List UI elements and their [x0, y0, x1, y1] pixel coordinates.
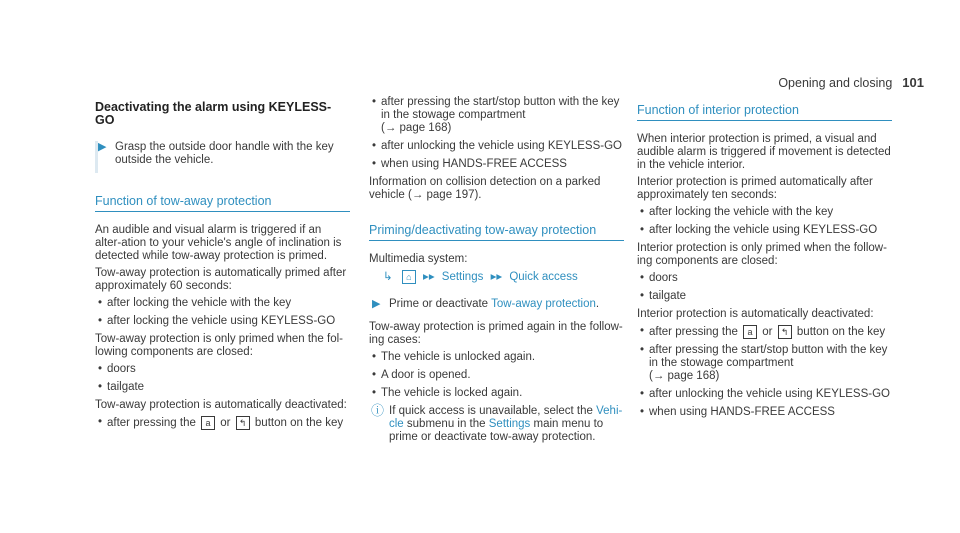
paragraph: Interior protection is only primed when the follow-ing components are closed: — [637, 242, 887, 267]
list-primed — [95, 297, 350, 328]
action-step — [95, 141, 350, 167]
home-icon[interactable]: ⌂ — [402, 270, 416, 284]
nav-settings[interactable]: Settings — [441, 271, 484, 284]
text: . — [595, 298, 600, 311]
page-reference[interactable]: (→ page 168) — [649, 370, 720, 383]
multimedia-label: Multimedia system: — [369, 253, 468, 265]
action-step — [369, 298, 624, 311]
list-item — [95, 416, 350, 430]
heading-deactivating-alarm: Deactivating the alarm using KEYLESS-GO — [95, 100, 332, 127]
list-item: • doors — [95, 363, 350, 376]
action-arrow-icon: ▶ — [372, 298, 381, 311]
list-primed-again — [369, 351, 624, 400]
text: after pressing the — [649, 326, 738, 339]
list-item: • tailgate — [637, 290, 892, 303]
text: submenu in the — [406, 418, 486, 431]
list-item: • A door is opened. — [369, 369, 624, 382]
return-arrow-icon: ↳ — [383, 271, 393, 284]
chevron-icon: ▸▸ — [423, 271, 435, 284]
list-primed — [637, 206, 892, 237]
text: after pressing the — [107, 417, 196, 430]
list-item: • when using HANDS-FREE ACCESS — [637, 406, 892, 419]
paragraph: An audible and visual alarm is triggered if an alter-ation to your vehicle's angle of inclination is detected while tow-away protection is primed. — [95, 224, 342, 262]
text: If quick access is unavailable, select the — [389, 405, 593, 418]
vehicle-submenu-link[interactable]: Vehi-cle — [389, 405, 623, 431]
lock-key-icon: a — [743, 325, 757, 339]
list-item: • after locking the vehicle with the key — [637, 206, 892, 219]
list-deactivated — [637, 325, 892, 419]
page-header — [778, 76, 924, 90]
list-item: • The vehicle is unlocked again. — [369, 351, 624, 364]
column-right — [637, 96, 892, 424]
text: main menu to prime or deactivate tow-away protection. — [389, 418, 604, 444]
paragraph: Interior protection is automatically deactivated: — [637, 308, 874, 320]
paragraph: Tow-away protection is automatically primed after approximately 60 seconds: — [95, 267, 347, 292]
list-components — [95, 363, 350, 394]
settings-link[interactable]: Settings — [488, 418, 531, 431]
list-components — [637, 272, 892, 303]
note — [369, 405, 624, 444]
list-deactivated — [95, 416, 350, 430]
paragraph: When interior protection is primed, a visual and audible alarm is triggered if movement is detected in the vehicle interior. — [637, 133, 891, 171]
column-middle — [369, 96, 624, 444]
page-number: 101 — [902, 75, 924, 90]
page-reference[interactable]: (→ page 168) — [381, 122, 452, 134]
list-item: • after locking the vehicle with the key — [95, 297, 350, 310]
text: button on the key — [796, 326, 886, 339]
tow-away-protection-link[interactable]: Tow-away protection — [491, 298, 596, 311]
action-text: Grasp the outside door handle with the key outside the vehicle. — [115, 141, 334, 166]
tailgate-key-icon: ↰ — [236, 416, 250, 430]
list-item: • after locking the vehicle using KEYLESS-GO — [95, 315, 350, 328]
list-deactivated-cont — [369, 96, 624, 171]
list-item: • when using HANDS-FREE ACCESS — [369, 158, 624, 171]
list-item: • after locking the vehicle using KEYLESS-GO — [637, 224, 892, 237]
list-item: • tailgate — [95, 381, 350, 394]
text: button on the key — [254, 417, 344, 430]
text: Prime or deactivate — [389, 298, 489, 311]
list-item: • The vehicle is locked again. — [369, 387, 624, 400]
tailgate-key-icon: ↰ — [778, 325, 792, 339]
list-item: • after unlocking the vehicle using KEYLESS-GO — [369, 140, 624, 153]
text: or — [220, 417, 231, 430]
list-item: • after unlocking the vehicle using KEYLESS-GO — [637, 388, 892, 401]
text: after pressing the start/stop button with the key in the stowage compartment — [649, 344, 888, 370]
heading-tow-away-function: Function of tow-away protection — [95, 195, 350, 212]
list-item — [637, 325, 892, 339]
list-item: • doors — [637, 272, 892, 285]
lock-key-icon: a — [201, 416, 215, 430]
text: or — [762, 326, 773, 339]
paragraph: Tow-away protection is automatically deactivated: — [95, 399, 347, 411]
heading-interior-protection: Function of interior protection — [637, 104, 892, 121]
text: after pressing the start/stop button with the key in the stowage compartment — [381, 96, 620, 121]
paragraph: Information on collision detection on a parked vehicle (→ page 197). — [369, 176, 601, 201]
list-item — [637, 344, 892, 383]
section-title: Opening and closing — [778, 76, 893, 90]
list-item — [369, 96, 624, 135]
info-icon: ⓘ — [371, 403, 385, 419]
chevron-icon: ▸▸ — [490, 271, 503, 284]
nav-quick-access[interactable]: Quick access — [509, 271, 578, 284]
column-left — [95, 96, 350, 435]
paragraph: Tow-away protection is primed again in the follow-ing cases: — [369, 321, 623, 347]
paragraph: Interior protection is primed automatically after approximately ten seconds: — [637, 176, 873, 201]
heading-priming-tow-away: Priming/deactivating tow-away protection — [369, 224, 624, 241]
menu-path — [383, 270, 624, 284]
paragraph: Tow-away protection is only primed when the fol-lowing components are closed: — [95, 333, 344, 358]
action-arrow-icon: ▶ — [98, 141, 107, 153]
